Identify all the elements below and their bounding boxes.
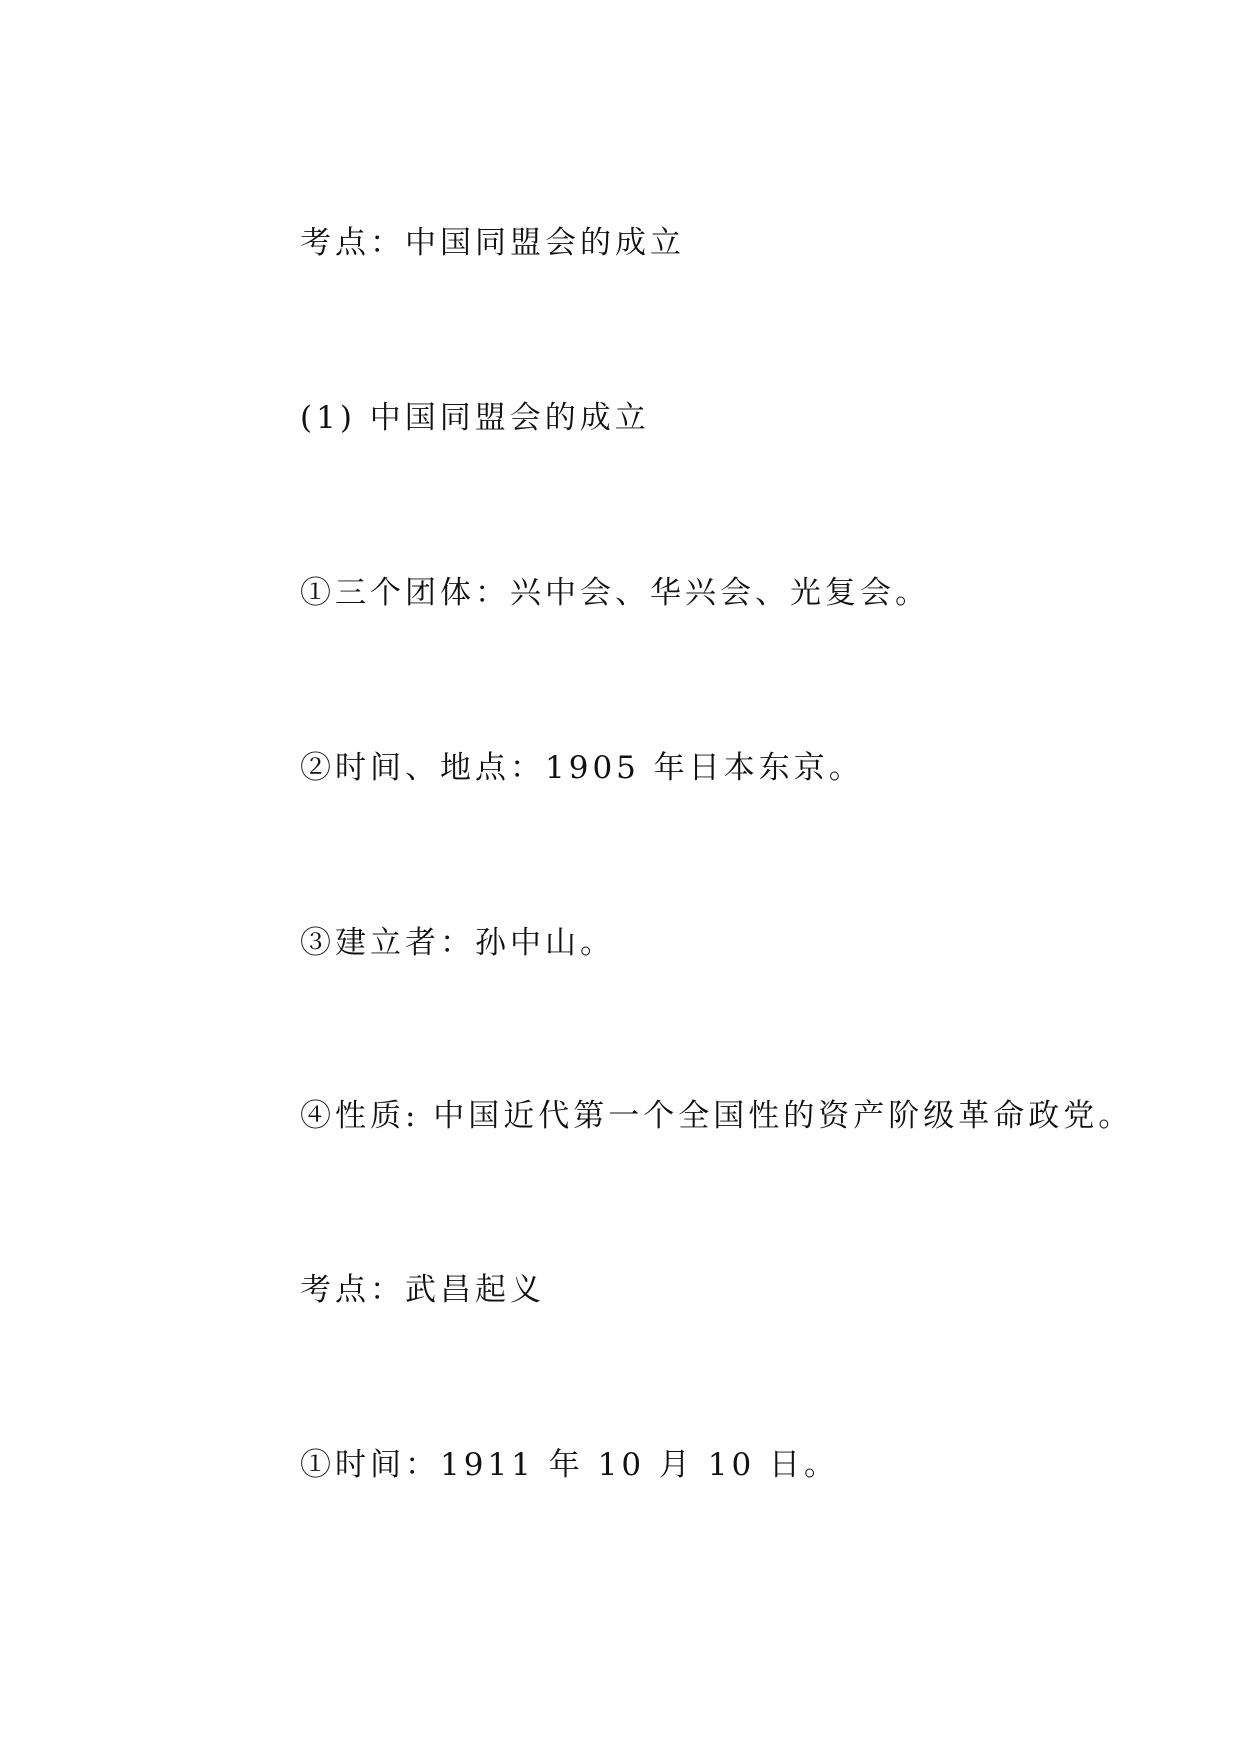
point-three-groups: ①三个团体：兴中会、华兴会、光复会。 xyxy=(300,575,930,611)
section-heading-wuchang-uprising: 考点：武昌起义 xyxy=(300,1272,545,1308)
section-heading-tongmenghui: 考点：中国同盟会的成立 xyxy=(300,225,685,261)
point-founder: ③建立者：孙中山。 xyxy=(300,925,615,961)
point-uprising-time: ①时间：1911 年 10 月 10 日。 xyxy=(300,1447,840,1483)
subheading-tongmenghui-founding: (1) 中国同盟会的成立 xyxy=(300,400,650,436)
point-nature: ④性质: 中国近代第一个全国性的资产阶级革命政党。 xyxy=(300,1098,1134,1134)
point-time-place: ②时间、地点：1905 年日本东京。 xyxy=(300,750,864,786)
